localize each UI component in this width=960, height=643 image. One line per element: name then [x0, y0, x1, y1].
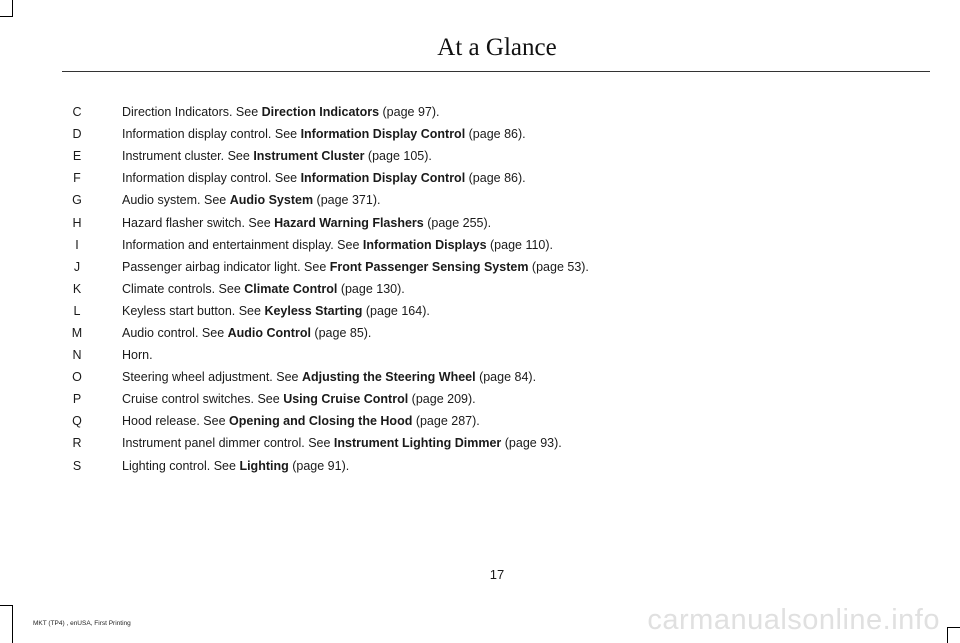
item-page-ref: (page 53). — [528, 259, 589, 274]
item-page-ref: (page 93). — [501, 436, 562, 451]
legend-item — [56, 123, 589, 145]
legend-item — [56, 300, 589, 322]
item-text: Instrument panel dimmer control. See — [122, 436, 334, 451]
item-text: Information display control. See — [122, 171, 301, 186]
item-reference-link[interactable]: Instrument Lighting Dimmer — [333, 436, 502, 451]
item-reference-link[interactable]: Using Cruise Control — [283, 392, 409, 407]
header-divider — [62, 71, 930, 72]
item-description — [122, 260, 589, 274]
item-page-ref: (page 84). — [475, 370, 537, 385]
item-letter: F — [73, 171, 81, 186]
item-text: Direction Indicators. See — [122, 105, 262, 120]
item-description — [122, 392, 476, 406]
legend-item — [56, 256, 589, 278]
item-reference-link[interactable]: Information Display Control — [300, 171, 466, 186]
item-letter: K — [72, 281, 82, 296]
item-letter: S — [72, 458, 82, 473]
item-page-ref: (page 164). — [362, 303, 430, 318]
item-description — [122, 282, 405, 296]
item-reference-link[interactable]: Opening and Closing the Hood — [229, 414, 413, 429]
item-description — [122, 326, 371, 340]
item-description — [122, 127, 526, 141]
legend-item — [56, 344, 589, 366]
item-letter: M — [71, 325, 83, 340]
item-description — [122, 238, 553, 252]
crop-mark-bottom-right-h — [947, 627, 960, 628]
item-letter: J — [73, 259, 81, 274]
item-description — [122, 459, 349, 473]
item-reference-link[interactable]: Direction Indicators — [261, 105, 380, 120]
item-page-ref: (page 86). — [465, 127, 526, 142]
page-title: At a Glance — [437, 34, 557, 61]
item-reference-link[interactable]: Front Passenger Sensing System — [329, 259, 529, 274]
legend-item — [56, 189, 589, 211]
item-description — [122, 414, 480, 428]
item-letter: O — [72, 370, 82, 385]
item-page-ref: (page 97). — [379, 105, 440, 120]
item-page-ref: (page 371). — [313, 193, 381, 208]
item-letter: P — [72, 392, 82, 407]
legend-item — [56, 167, 589, 189]
item-page-ref: (page 86). — [465, 171, 526, 186]
legend-item — [56, 366, 589, 388]
item-page-ref: (page 105). — [364, 149, 432, 164]
item-reference-link[interactable]: Audio Control — [227, 325, 311, 340]
legend-item — [56, 145, 589, 167]
item-description — [122, 149, 432, 163]
item-description — [122, 171, 526, 185]
item-text: Information display control. See — [122, 127, 301, 142]
item-description — [122, 370, 536, 384]
item-description — [122, 193, 380, 207]
item-letter: R — [72, 436, 82, 451]
legend-item — [56, 322, 589, 344]
legend-item — [56, 234, 589, 256]
item-reference-link[interactable]: Instrument Cluster — [253, 149, 365, 164]
item-letter: H — [72, 215, 82, 230]
item-reference-link[interactable]: Climate Control — [244, 281, 338, 296]
legend-item — [56, 101, 589, 123]
item-text: Hood release. See — [122, 414, 230, 429]
item-reference-link[interactable]: Information Display Control — [300, 127, 466, 142]
legend-item — [56, 455, 589, 477]
item-text: Audio system. See — [122, 193, 230, 208]
legend-item — [56, 410, 589, 432]
legend-list — [56, 101, 589, 477]
item-page-ref: (page 287). — [412, 414, 480, 429]
item-page-ref: (page 209). — [408, 392, 476, 407]
item-description — [122, 348, 153, 362]
crop-mark-top-left-h — [0, 16, 13, 17]
item-letter: L — [73, 303, 81, 318]
item-text: Horn. — [122, 348, 153, 363]
item-text: Cruise control switches. See — [122, 392, 284, 407]
item-page-ref: (page 110). — [486, 237, 554, 252]
item-reference-link[interactable]: Audio System — [229, 193, 314, 208]
item-text: Keyless start button. See — [122, 303, 265, 318]
item-description — [122, 436, 562, 450]
item-text: Information and entertainment display. See — [122, 237, 363, 252]
item-text: Instrument cluster. See — [122, 149, 254, 164]
item-page-ref: (page 255). — [423, 215, 492, 230]
item-description — [122, 304, 430, 318]
crop-mark-bottom-left-v — [12, 605, 13, 643]
item-reference-link[interactable]: Adjusting the Steering Wheel — [301, 370, 476, 385]
item-page-ref: (page 130). — [337, 281, 405, 296]
item-reference-link[interactable]: Hazard Warning Flashers — [274, 215, 424, 230]
item-reference-link[interactable]: Keyless Starting — [264, 303, 363, 318]
legend-item — [56, 432, 589, 454]
item-description — [122, 216, 491, 230]
legend-item — [56, 211, 589, 233]
item-text: Climate controls. See — [122, 281, 245, 296]
item-reference-link[interactable]: Lighting — [239, 458, 289, 473]
item-reference-link[interactable]: Information Displays — [362, 237, 487, 252]
item-page-ref: (page 91). — [288, 458, 350, 473]
item-text: Lighting control. See — [122, 458, 240, 473]
item-text: Audio control. See — [122, 325, 228, 340]
item-letter: E — [72, 149, 82, 164]
legend-item — [56, 278, 589, 300]
item-text: Steering wheel adjustment. See — [122, 370, 302, 385]
page-number: 17 — [489, 567, 505, 582]
legend-item — [56, 388, 589, 410]
item-description — [122, 105, 440, 119]
watermark: carmanualsonline.info — [647, 604, 940, 636]
item-letter: G — [72, 193, 82, 208]
item-letter: C — [72, 105, 82, 120]
item-letter: D — [72, 127, 82, 142]
item-letter: N — [72, 348, 82, 363]
item-letter: I — [75, 237, 79, 252]
crop-mark-bottom-right-v — [947, 627, 948, 643]
crop-mark-top-left-v — [12, 0, 13, 16]
item-text: Hazard flasher switch. See — [122, 215, 275, 230]
footer-print-info: MKT (TP4) , enUSA, First Printing — [33, 620, 131, 627]
item-text: Passenger airbag indicator light. See — [122, 259, 330, 274]
item-page-ref: (page 85). — [310, 325, 372, 340]
item-letter: Q — [72, 414, 82, 429]
